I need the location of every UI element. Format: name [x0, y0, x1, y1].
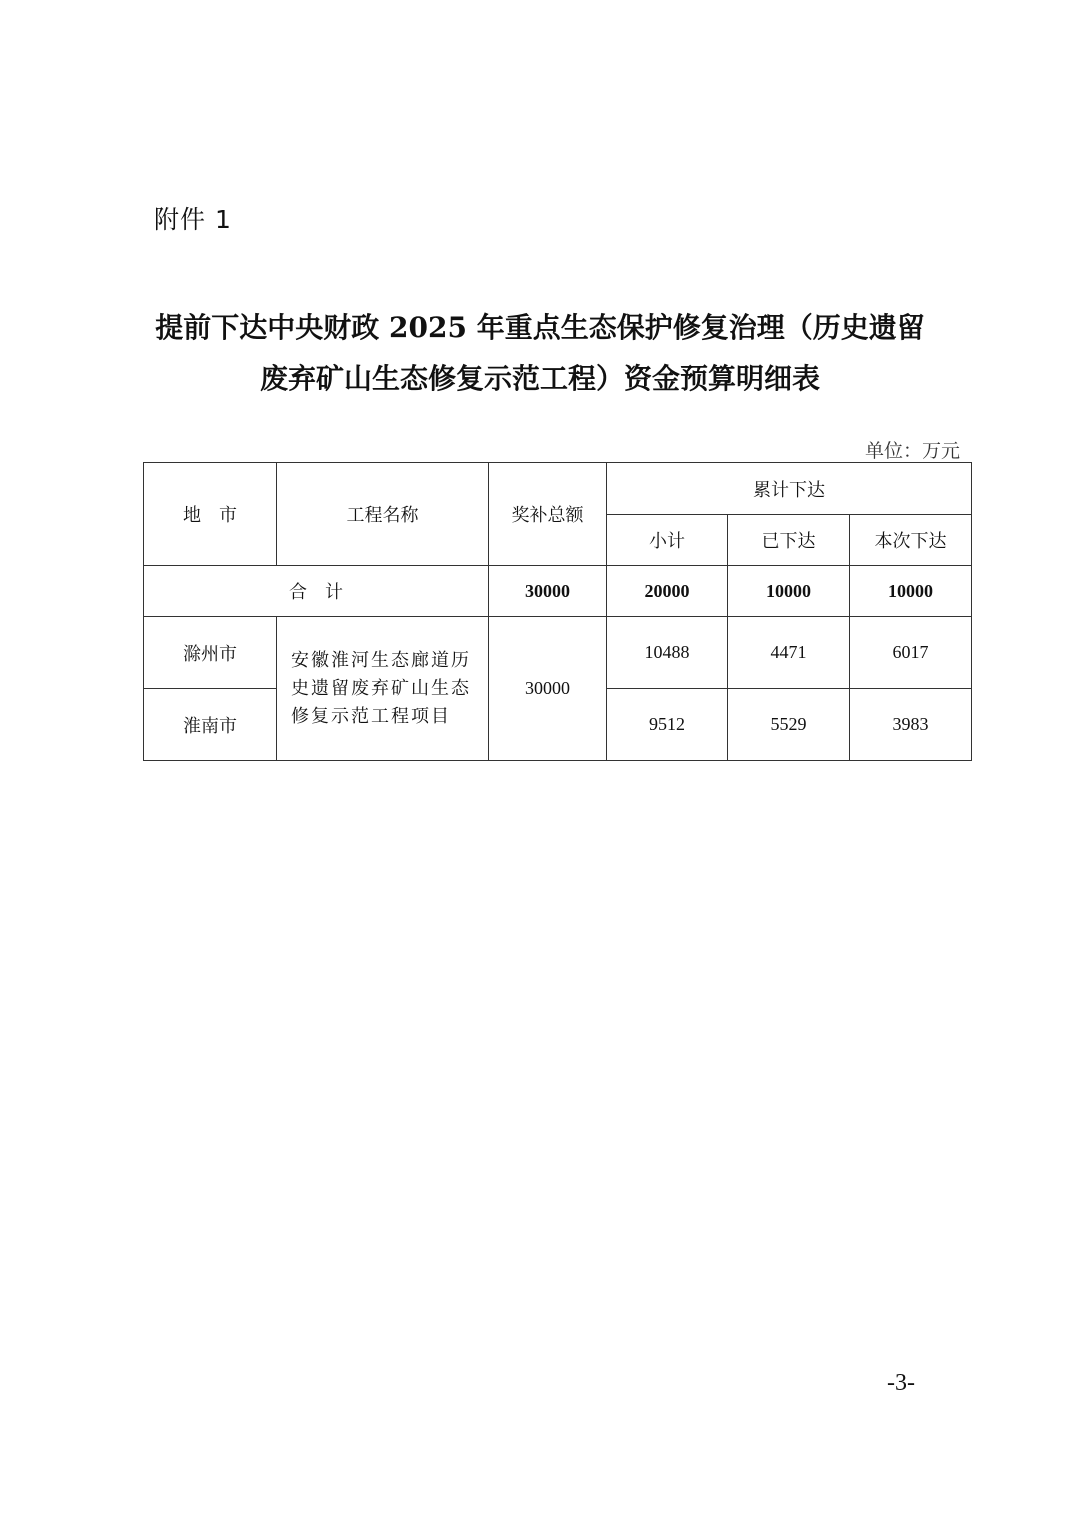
project-total-award-cell: 30000 [489, 617, 607, 761]
budget-table [143, 462, 972, 761]
document-title-line-2: 废弃矿山生态修复示范工程）资金预算明细表 [259, 362, 820, 395]
header-cumulative: 累计下达 [607, 463, 972, 515]
header-project-name: 工程名称 [277, 463, 489, 566]
subtotal-cell: 10488 [607, 617, 728, 689]
total-subtotal-value: 20000 [607, 566, 728, 617]
total-row [144, 566, 972, 617]
header-total-award: 奖补总额 [489, 463, 607, 566]
total-issued-value: 10000 [728, 566, 850, 617]
total-award-value: 30000 [489, 566, 607, 617]
header-row-1 [144, 463, 972, 515]
page-number: -3- [887, 1370, 915, 1396]
table-row [144, 617, 972, 689]
project-name-cell: 安徽淮河生态廊道历史遗留废弃矿山生态修复示范工程项目 [277, 617, 489, 761]
attachment-label: 附件 1 [154, 205, 232, 234]
total-this-issue-value: 10000 [850, 566, 972, 617]
issued-cell: 5529 [728, 689, 850, 761]
city-cell: 滁州市 [144, 617, 277, 689]
subtotal-cell: 9512 [607, 689, 728, 761]
header-subtotal: 小计 [607, 515, 728, 566]
issued-cell: 4471 [728, 617, 850, 689]
total-label: 合 计 [144, 566, 489, 617]
header-issued: 已下达 [728, 515, 850, 566]
header-this-issue: 本次下达 [850, 515, 972, 566]
document-title-line-1: 提前下达中央财政 2025 年重点生态保护修复治理（历史遗留 [155, 311, 925, 344]
this-issue-cell: 6017 [850, 617, 972, 689]
city-cell: 淮南市 [144, 689, 277, 761]
unit-label: 单位：万元 [864, 440, 960, 462]
header-city: 地 市 [144, 463, 277, 566]
this-issue-cell: 3983 [850, 689, 972, 761]
